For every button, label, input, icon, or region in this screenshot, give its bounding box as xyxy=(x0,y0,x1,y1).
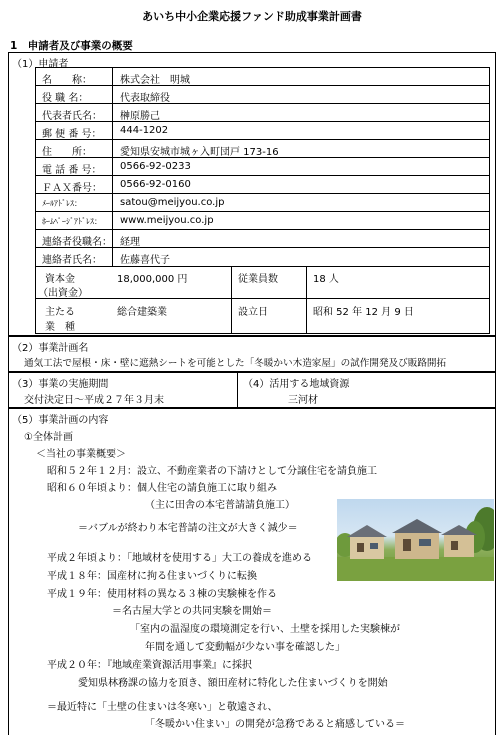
postal-value: 444-1202 xyxy=(120,125,169,136)
representative-value: 榊原勝己 xyxy=(120,111,160,122)
position-label: 役 職 名： xyxy=(42,93,89,104)
fax-label: ＦＡＸ番号： xyxy=(42,183,102,194)
history-note: ＝バブルが終わり本宅普請の注文が大きく減少＝ xyxy=(78,523,298,534)
representative-label: 代表者氏名： xyxy=(42,111,102,122)
contact-name-label: 連絡者氏名： xyxy=(42,255,102,266)
industry-value: 総合建築業 xyxy=(117,307,167,318)
contact-name-value: 佐藤喜代子 xyxy=(120,255,170,266)
history-line: 平成２０年：『地域産業資源活用事業』に採択 xyxy=(47,660,252,671)
homepage-value: www.meijyou.co.jp xyxy=(120,215,214,226)
history-note: ＝最近特に「土壁の住まいは冬寒い」と敬遠され、 xyxy=(47,702,278,713)
history-quote: 年間を通して変動幅が少ない事を確認した」 xyxy=(145,642,345,653)
period-header: （3）事業の実施期間 xyxy=(12,379,109,390)
history-line: 昭和６０年頃より：個人住宅の請負施工に取り組み xyxy=(47,483,277,494)
section-heading: 1 申請者及び事業の概要 xyxy=(10,40,133,52)
document-title: あいち中小企業応援ファンド助成事業計画書 xyxy=(142,10,362,23)
experimental-houses-photo xyxy=(337,499,494,581)
position-value: 代表取締役 xyxy=(120,93,170,104)
phone-value: 0566-92-0233 xyxy=(120,161,191,172)
history-line: 平成１９年：使用材料の異なる３棟の実験棟を作る xyxy=(47,589,277,600)
postal-label: 郵 便 番 号： xyxy=(42,129,102,140)
content-subheading: ①全体計画 xyxy=(24,432,73,443)
established-value: 昭和 52 年 12 月 9 日 xyxy=(313,307,414,318)
email-label: ﾒｰﾙｱﾄﾞﾚｽ： xyxy=(42,199,82,208)
established-label: 設立日 xyxy=(238,307,268,318)
industry-label-sub: 業 種 xyxy=(45,322,75,333)
content-header: （5）事業計画の内容 xyxy=(12,415,109,426)
plan-name-header: （2）事業計画名 xyxy=(12,343,89,354)
homepage-label: ﾎｰﾑﾍﾟｰｼﾞｱﾄﾞﾚｽ： xyxy=(42,217,102,226)
period-text: 交付決定日〜平成２７年３月末 xyxy=(24,395,164,406)
history-note: ＝名古屋大学との共同実験を開始＝ xyxy=(112,606,272,617)
phone-label: 電 話 番 号： xyxy=(42,165,102,176)
resource-header: （4）活用する地域資源 xyxy=(243,379,350,390)
history-line: 平成１８年：国産材に拘る住まいづくりに転換 xyxy=(47,571,257,582)
email-value: satou@meijyou.co.jp xyxy=(120,197,225,208)
address-value: 愛知県安城市城ヶ入町団戸 173-16 xyxy=(120,147,279,158)
capital-label: 資本金 xyxy=(45,274,75,285)
capital-value: 18,000,000 円 xyxy=(117,274,188,285)
company-overview-heading: ＜当社の事業概要＞ xyxy=(36,449,126,460)
employees-value: 18 人 xyxy=(313,274,339,285)
history-note: 「冬暖かい住まい」の開発が急務であると痛感している＝ xyxy=(145,719,405,730)
plan-name-text: 通気工法で屋根・床・壁に遮熱シートを可能とした「冬暖かい木造家屋」の試作開発及び販路開拓 xyxy=(24,358,447,369)
history-line: 昭和５２年１２月：設立、不動産業者の下請けとして分譲住宅を請負施工 xyxy=(47,466,377,477)
history-line: 平成２年頃より：「地域材を使用する」大工の養成を進める xyxy=(47,553,312,564)
capital-label-sub: （出資金） xyxy=(38,288,88,299)
contact-position-value: 経理 xyxy=(120,237,140,248)
applicant-table xyxy=(35,67,490,334)
name-value: 株式会社 明城 xyxy=(120,75,190,86)
employees-label: 従業員数 xyxy=(238,274,278,285)
name-label: 名 称： xyxy=(42,75,92,86)
industry-label: 主たる xyxy=(45,307,75,318)
history-line: 愛知県林務課の協力を頂き、額田産材に特化した住まいづくりを開始 xyxy=(78,678,388,689)
resource-text: 三河材 xyxy=(288,395,318,406)
fax-value: 0566-92-0160 xyxy=(120,179,191,190)
history-line: （主に田舎の本宅普請請負施工） xyxy=(145,500,295,511)
applicant-header: （1）申請者 xyxy=(12,59,69,70)
address-label: 住 所： xyxy=(42,147,92,158)
history-quote: 「室内の温湿度の環境測定を行い、土壁を採用した実験棟が xyxy=(130,624,400,635)
contact-position-label: 連絡者役職名： xyxy=(42,237,112,248)
